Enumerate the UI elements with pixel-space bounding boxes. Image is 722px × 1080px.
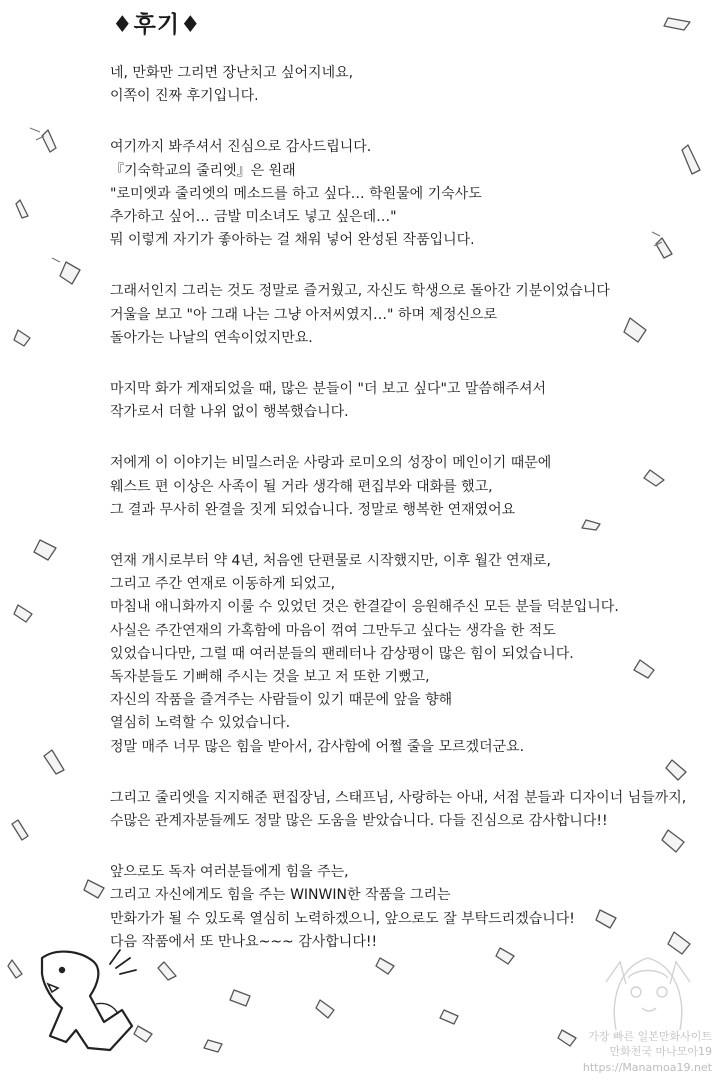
- text-line: 있었습니다만, 그럴 때 여러분들의 팬레터나 감상평이 많은 힘이 되었습니다.: [110, 645, 574, 662]
- afterword-body: [110, 62, 687, 982]
- text-line: 그 결과 무사히 완결을 짓게 되었습니다. 정말로 행복한 연재였어요: [110, 501, 516, 518]
- paragraph-story-ending: [110, 452, 670, 522]
- text-line: 만화가가 될 수 있도록 열심히 노력하겠으니, 앞으로도 잘 부탁드리겠습니다!: [110, 910, 575, 927]
- paragraph-acknowledgements: [110, 787, 687, 833]
- text-line: 이쪽이 진짜 후기입니다.: [110, 88, 259, 105]
- text-line: 돌아가는 나날의 연속이었지만요.: [110, 329, 313, 346]
- confetti-paper: [14, 605, 32, 622]
- afterword-title: ♦후기♦: [112, 12, 202, 38]
- text-line: 여기까지 봐주셔서 진심으로 감사드립니다.: [110, 139, 372, 156]
- motion-mark: [30, 128, 44, 140]
- confetti-paper: [12, 820, 28, 840]
- confetti-paper: [16, 200, 28, 218]
- text-line: 자신의 작품을 즐겨주는 사람들이 있기 때문에 앞을 향해: [110, 692, 453, 709]
- text-line: 마침내 애니화까지 이룰 수 있었던 것은 한결같이 응원해주신 모든 분들 덕분입니다.: [110, 599, 619, 616]
- confetti-paper: [60, 262, 80, 284]
- text-line: 그리고 주간 연재로 이동하게 되었고,: [110, 576, 336, 593]
- text-line: 연재 개시로부터 약 4년, 처음엔 단편물로 시작했지만, 이후 월간 연재로,: [110, 553, 551, 570]
- text-line: "로미엣과 줄리엣의 메소드를 하고 싶다… 학원물에 기숙사도: [110, 185, 482, 202]
- text-line: 정말 매주 너무 많은 힘을 받아서, 감사함에 어쩔 줄을 모르겠더군요.: [110, 738, 525, 755]
- text-line: 그리고 자신에게도 힘을 주는 WINWIN한 작품을 그리는: [110, 887, 451, 904]
- paragraph-fun-drawing: [110, 280, 670, 350]
- text-line: 네, 만화만 그리면 장난치고 싶어지네요,: [110, 65, 354, 81]
- text-line: 저에게 이 이야기는 비밀스러운 사랑과 로미오의 성장이 메인이기 때문에: [110, 455, 552, 472]
- confetti-paper: [14, 330, 30, 346]
- text-line: 그리고 줄리엣을 지지해준 편집장님, 스태프님, 사랑하는 아내, 서점 분들과 디자이너 님들까지,: [110, 789, 687, 806]
- text-line: 다음 작품에서 또 만나요~~~ 감사합니다!!: [110, 933, 378, 950]
- confetti-paper: [44, 750, 64, 774]
- text-line: 열심히 노력할 수 있었습니다.: [110, 715, 291, 732]
- paragraph-thanks-origin: [110, 136, 670, 252]
- site-watermark: [576, 938, 718, 1078]
- watermark-line: 가장 빠른 일본만화사이트: [588, 1030, 712, 1043]
- text-line: 『기숙학교의 줄리엣』은 원래: [110, 162, 296, 179]
- paragraph-intro: [110, 62, 670, 108]
- text-line: 추가하고 싶어… 금발 미소녀도 넣고 싶은데…": [110, 209, 397, 226]
- text-line: 수많은 관계자분들께도 정말 많은 도움을 받았습니다. 다들 진심으로 감사합니다!!: [110, 813, 608, 830]
- watermark-line: 만화천국 마나모아19: [609, 1045, 712, 1058]
- text-line: 앞으로도 독자 여러분들에게 힘을 주는,: [110, 864, 349, 881]
- confetti-paper: [204, 1040, 222, 1052]
- paragraph-serialization: [110, 550, 670, 759]
- text-line: 마지막 화가 게재되었을 때, 많은 분들이 "더 보고 싶다"고 말씀해주셔서: [110, 381, 547, 398]
- text-line: 독자분들도 기뻐해 주시는 것을 보고 저 또한 기뻤고,: [110, 669, 430, 686]
- motion-mark: [52, 258, 60, 262]
- text-line: 작가로서 더할 나위 없이 행복했습니다.: [110, 404, 349, 421]
- paragraph-last-chapter: [110, 378, 670, 424]
- watermark-character-icon: [576, 938, 718, 1034]
- confetti-paper: [316, 1000, 334, 1018]
- text-line: 사실은 주간연재의 가혹함에 마음이 꺾여 그만두고 싶다는 생각을 한 적도: [110, 622, 556, 639]
- confetti-paper: [664, 18, 690, 30]
- text-line: 거울을 보고 "아 그래 나는 그냥 아저씨였지…" 하며 제정신으로: [110, 306, 498, 323]
- confetti-paper: [558, 1030, 576, 1046]
- confetti-paper: [440, 1010, 458, 1024]
- text-line: 웨스트 편 이상은 사족이 될 거라 생각해 편집부와 대화를 했고,: [110, 478, 493, 495]
- confetti-paper: [682, 145, 700, 174]
- watermark-line: https://Manamoa19.net: [582, 1061, 712, 1074]
- text-line: 뭐 이렇게 자기가 좋아하는 걸 채워 넣어 완성된 작품입니다.: [110, 232, 475, 249]
- confetti-paper: [42, 130, 56, 152]
- confetti-paper: [230, 990, 250, 1006]
- mascot-illustration: [36, 944, 146, 1064]
- confetti-paper: [8, 960, 22, 978]
- text-line: 그래서인지 그리는 것도 정말로 즐거웠고, 자신도 학생으로 돌아간 기분이었습니다: [110, 283, 610, 300]
- confetti-paper: [84, 880, 104, 898]
- confetti-paper: [34, 540, 56, 560]
